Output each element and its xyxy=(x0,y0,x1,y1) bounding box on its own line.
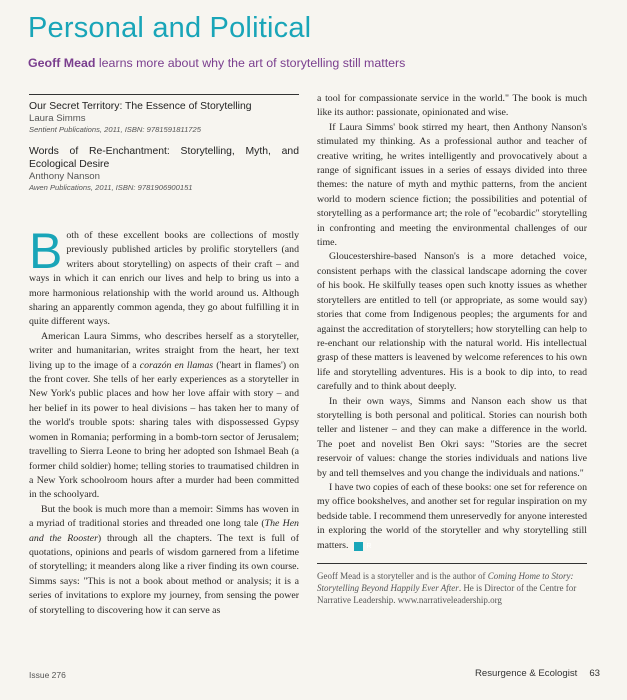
left-column xyxy=(29,94,299,618)
article-paragraph: If Laura Simms' book stirred my heart, then Anthony Nanson's stimulated my thinking. As a professional author and teacher of creative writing, he writes intelligently and provocatively about a range of significant issues in a series of essays divided into three themes: the nature of myth and mythic patterns, from the ancient world to modern science fiction; the possibilities and potential of storytelling as a performance art; the role of "ecobardic" storytelling in confronting and meeting the environmental challenges of our time. xyxy=(317,121,587,249)
issue-number: Issue 276 xyxy=(29,670,66,680)
standfirst xyxy=(28,56,405,70)
book-title: Our Secret Territory: The Essence of Storytelling xyxy=(29,101,252,112)
book-author: Anthony Nanson xyxy=(29,171,100,182)
paragraph-emphasis: The Hen and the Rooster xyxy=(29,518,299,544)
standfirst-author: Geoff Mead xyxy=(28,56,96,70)
bio-text: Geoff Mead is a storyteller and is the author of xyxy=(317,571,488,581)
paragraph-text: ('heart in flames') on the front cover. She tells of her early experiences as a storyteller in New York's public places and how her love affair with story – and her belief in its power to heal divisions – has taken her to many of the world's trouble spots: sharing tales with dispossessed Gypsy women in Romania; performing in a bomb-torn sector of Jerusalem; travelling to Sierra Leone to bring her adopted son Ishmael Beah (a former child soldier) home; telling stories to traumatised children in a New York schoolroom hours after a murder had been committed in the schoolyard. xyxy=(29,359,299,501)
page-footer xyxy=(475,668,600,679)
bio-book-title: Coming Home to Story: Storytelling Beyond Happily Ever After xyxy=(317,571,574,593)
standfirst-text: learns more about why the art of storytelling still matters xyxy=(95,56,406,70)
right-column xyxy=(317,92,587,606)
article-paragraph: Gloucestershire-based Nanson's is a more detached voice, consistent perhaps with the classical landscape adorning the cover of his book. He skilfully teases open such knotty issues as whether storytellers are entitled to tell (or appropriate, as some would say) stories that come from Indigenous peoples; the arguments for and against the accreditation of storytellers; how storytelling can help to re-enchant our relationship with the natural world. His intellectual grasp of these matters is leavened by welcome references to his own life and storytelling adventures. His is a book to dip into, to read carefully and to think about deeply. xyxy=(317,251,587,393)
paragraph-text: ) through all the chapters. The text is full of quotations, opinions and pearls of wisdom garnered from a lifetime of storytelling; it meanders along like a river finding its own course. Simms says: "This is not a book about method or analysis; it is a series of invitations to explore my journey, from sensing the power of storytelling to discovering how it can serve as xyxy=(29,532,299,616)
author-bio xyxy=(317,563,587,606)
bio-text: . He is Director of the Centre for Narrative Leadership. www.narrativeleadership.org xyxy=(317,583,577,605)
magazine-name: Resurgence & Ecologist xyxy=(474,668,578,679)
book-publication: Sentient Publications, 2011, ISBN: 9781591811725 xyxy=(29,125,201,134)
article-paragraph: a tool for compassionate service in the world." The book is much like its author: passionate, opinionated and wise. xyxy=(317,93,587,119)
book-author: Laura Simms xyxy=(29,113,86,124)
book-publication: Awen Publications, 2011, ISBN: 9781906900151 xyxy=(29,183,193,192)
drop-cap: B xyxy=(29,223,63,279)
article-paragraph xyxy=(29,330,299,503)
page-number: 63 xyxy=(589,668,600,679)
book-entry xyxy=(29,145,299,193)
paragraph-text: I have two copies of each of these books: one set for reference on my office bookshelves, and another set for regular inspiration on my bedside table. I recommend them unreservedly for anyone interested in exploring the world of the storyteller and why storytelling still matters. xyxy=(317,481,587,551)
paragraph-text: But the book is much more than a memoir: Simms has woven in a myriad of traditional stories and threaded one long tale ( xyxy=(29,503,299,530)
book-title: Words of Re-Enchantment: Storytelling, Myth, and Ecological Desire xyxy=(29,146,299,170)
headline: Personal and Political xyxy=(28,12,312,44)
article-paragraph xyxy=(317,481,587,553)
book-list xyxy=(29,94,299,193)
paragraph-emphasis: corazón en llamas xyxy=(139,359,214,371)
paragraph-text: American Laura Simms, who describes herself as a storyteller, writer and humanitarian, writes straight from the heart, her text living up to the image of a xyxy=(29,330,299,371)
paragraph-text: oth of these excellent books are collections of mostly previously published articles by prolific storytellers (and writers about storytelling) on aspects of their craft – and ways in which it can enrich our lives and help to bring us into a more harmonious relationship with the world around us. Although sharing an apparently common agenda, they go about fulfilling it in quite different ways. xyxy=(29,230,299,328)
article-paragraph: In their own ways, Simms and Nanson each show us that storytelling is both personal and political. Stories can nourish both teller and listener – and they can make a difference in the world. The poet and novelist Ben Okri says: "Stories are the secret reservoir of values: change the stories individuals and nations live by and tell themselves and you change the individuals and nations." xyxy=(317,395,587,479)
book-entry xyxy=(29,100,299,135)
end-mark-icon: R xyxy=(354,542,363,551)
article-paragraph xyxy=(29,503,299,618)
article-paragraph xyxy=(29,223,299,330)
